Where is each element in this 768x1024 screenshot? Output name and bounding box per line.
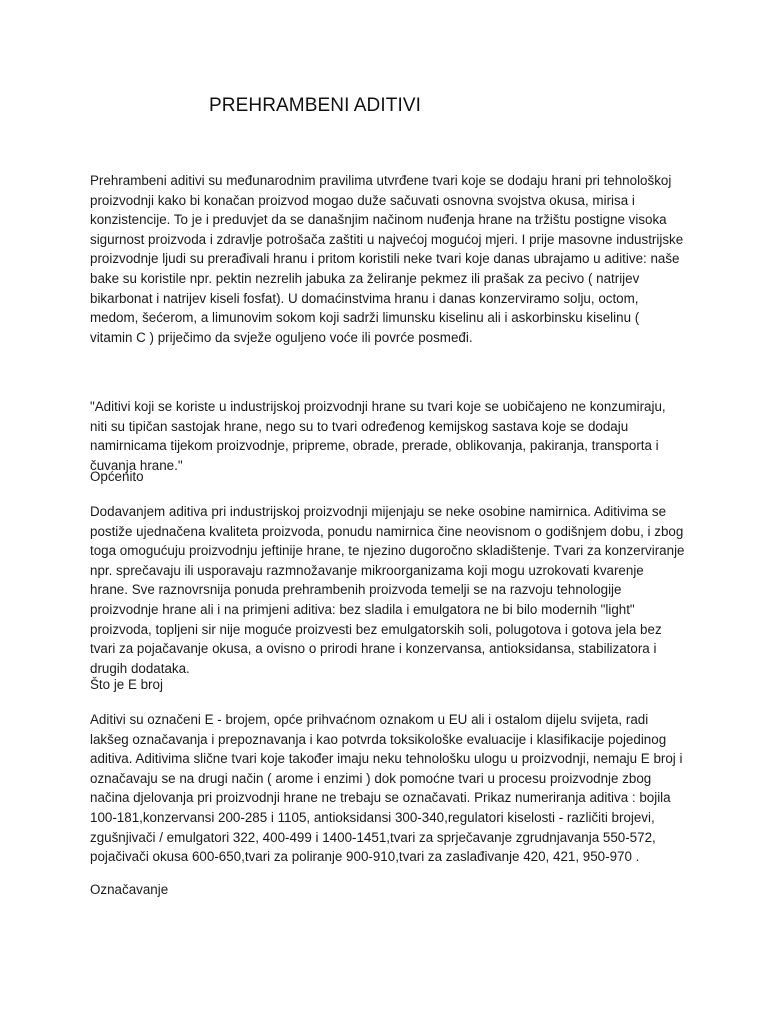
section-heading-labeling: Označavanje [90, 882, 169, 897]
intro-paragraph: Prehrambeni aditivi su međunarodnim pravilima utvrđene tvari koje se dodaju hrani pri tehnološkoj proizvodnji kako bi konačan proizvod mogao duže sačuvati osnovna svojstva okusa, mirisa i konzistencije. To je i preduvjet da se današnjim načinom nuđenja hrane na tržištu postigne visoka sigurnost proizvoda i zdravlje potrošača zaštiti u najvećoj mogućoj mjeri. I prije masovne industrijske proizvodnje ljudi su prerađivali hranu i pritom koristili neke tvari koje danas ubrajamo u aditive: naše bake su koristile npr. pektin nezrelih jabuka za želiranje pekmez ili prašak za pecivo ( natrijev bikarbonat i natrijev kiseli fosfat). U domaćinstvima hranu i danas konzerviramo solju, octom, medom, šećerom, a limunovim sokom koji sadrži limunsku kiselinu ali i askorbinsku kiselinu ( vitamin C ) priječimo da svježe oguljeno voće ili povrće posmeđi. [90, 173, 684, 345]
page-title: PREHRAMBENI ADITIVI [209, 95, 421, 116]
general-paragraph: Dodavanjem aditiva pri industrijskoj proizvodnji mijenjaju se neke osobine namirnica. Aditivima se postiže ujednačena kvaliteta proizvoda, ponudu namirnica čine neovisnom o godišnjem dobu, i zbog toga omogućuju proizvodnju jeftinije hrane, te njezino dugoročno skladištenje. Tvari za konzerviranje npr. sprečavaju ili usporavaju razmnožavanje mikroorganizama koji mogu uzrokovati kvarenje hrane. Sve raznovrsnija ponuda prehrambenih proizvoda temelji se na razvoju tehnologije proizvodnje hrane ali i na primjeni aditiva: bez sladila i emulgatora ne bi bilo modernih "light" proizvoda, topljeni sir nije moguće proizvesti bez emulgatorskih soli, polugotova i gotova jela bez tvari za pojačavanje okusa, a ovisno o prirodi hrane i konzervansa, antioksidansa, stabilizatora i drugih dodataka. [90, 504, 685, 676]
definition-quote: "Aditivi koji se koriste u industrijskoj proizvodnji hrane su tvari koje se uobičajeno ne konzumiraju, niti su tipičan sastojak hrane, nego su to tvari određenog kemijskog sastava koje se dodaju namirnicama tijekom proizvodnje, pripreme, obrade, prerade, oblikovanja, pakiranja, transporta i čuvanja hrane." [90, 399, 666, 473]
section-heading-e-number: Što je E broj [90, 677, 163, 692]
e-number-paragraph: Aditivi su označeni E - brojem, opće prihvaćnom oznakom u EU ali i ostalom dijelu svijeta, radi lakšeg označavanja i prepoznavanja i kao potvrda toksikološke evaluacije i klasifikacije pojedinog aditiva. Aditivima slične tvari koje također imaju neku tehnološku ulogu u proizvodnji, nemaju E broj i označavaju se na drugi način ( arome i enzimi ) dok pomoćne tvari u procesu proizvodnje zbog načina djelovanja pri proizvodnji hrane ne trebaju se označavati. Prikaz numeriranja aditiva : bojila 100-181,konzervansi 200-285 i 1105, antioksidansi 300-340,regulatori kiselosti - različiti brojevi, zgušnjivači / emulgatori 322, 400-499 i 1400-1451,tvari za sprječavanje zgrudnjavanja 550-572, pojačivači okusa 600-650,tvari za poliranje 900-910,tvari za zaslađivanje 420, 421, 950-970 . [90, 712, 683, 865]
section-heading-general: Općenito [90, 469, 144, 484]
